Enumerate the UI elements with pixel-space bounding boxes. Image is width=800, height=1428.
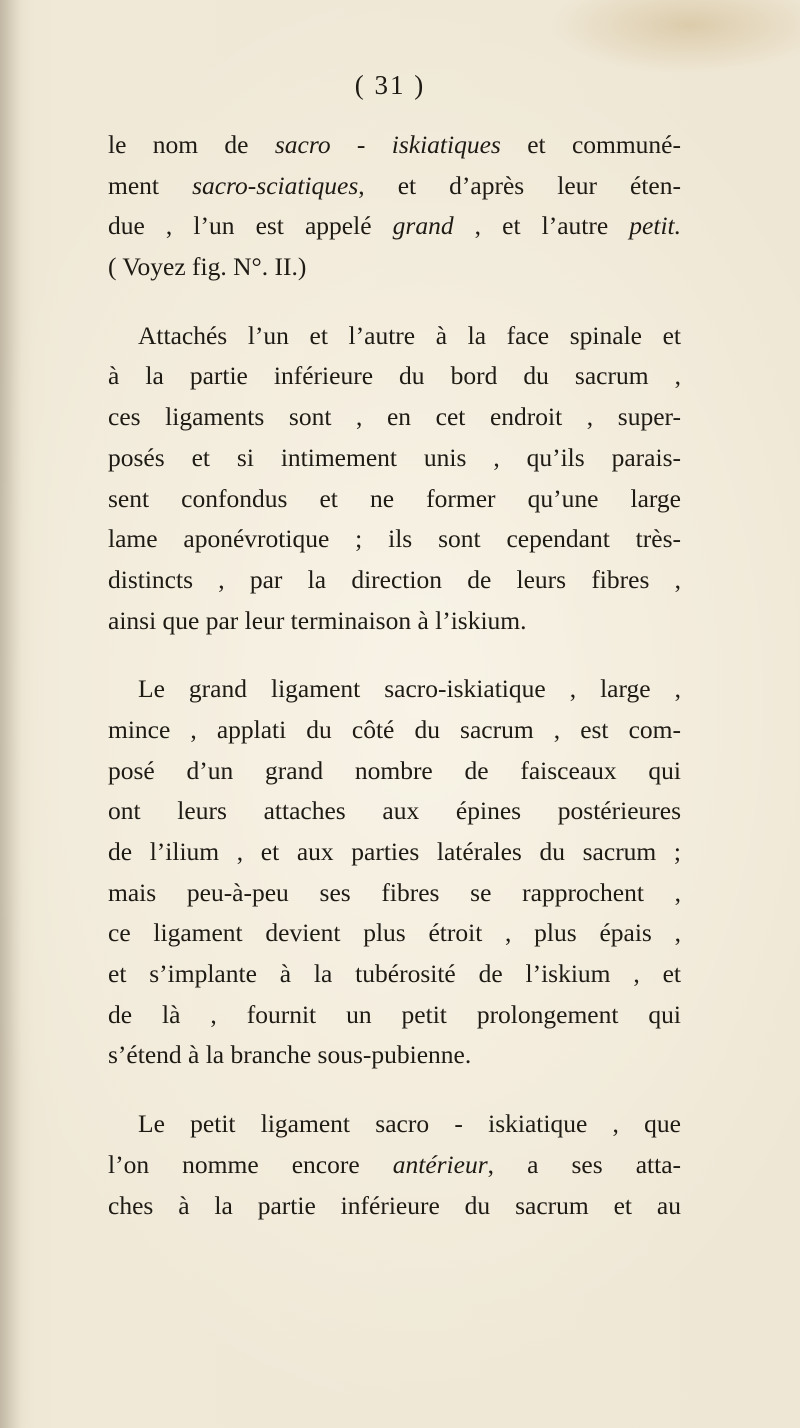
italic-term: sacro - iskiatiques <box>274 130 501 159</box>
text-run: mais peu-à-peu ses fibres se rapprochent , <box>108 877 681 907</box>
text-run: , a ses atta- <box>487 1149 682 1179</box>
text-run: et communé- <box>500 130 681 159</box>
text-line <box>108 206 681 247</box>
paragraph <box>108 125 681 288</box>
text-run: posés et si intimement unis , qu’ils parais- <box>108 442 681 472</box>
text-run: posé d’un grand nombre de faisceaux qui <box>108 755 681 785</box>
text-line <box>108 791 681 832</box>
text-run: sent confondus et ne former qu’une large <box>108 483 681 513</box>
text-line <box>108 873 681 914</box>
text-run: , et d’après leur éten- <box>358 170 681 200</box>
text-line <box>108 316 681 357</box>
text-run: ( Voyez fig. N°. II.) <box>108 252 307 282</box>
text-run: ment <box>108 170 193 200</box>
text-run: de l’ilium , et aux parties latérales du sacrum ; <box>108 837 681 866</box>
text-run: Le petit ligament sacro - iskiatique , que <box>138 1109 681 1139</box>
text-line <box>108 479 681 520</box>
italic-term: sacro-sciatiques <box>192 170 359 200</box>
paragraph <box>108 669 681 1076</box>
text-run: lame aponévrotique ; ils sont cependant très- <box>108 524 681 554</box>
text-line <box>108 751 681 792</box>
text-line <box>108 1035 681 1076</box>
text-line <box>108 1104 681 1145</box>
text-line <box>108 1145 681 1186</box>
text-run: Le grand ligament sacro-iskiatique , large , <box>138 674 681 704</box>
italic-term: antérieur <box>392 1149 488 1179</box>
text-line <box>108 995 681 1036</box>
text-line <box>108 913 681 954</box>
text-run: , et l’autre <box>453 211 630 241</box>
text-run: distincts , par la direction de leurs fibres , <box>108 564 681 594</box>
text-run: ont leurs attaches aux épines postérieures <box>108 796 681 826</box>
text-run: le nom de <box>108 130 275 159</box>
text-line <box>108 438 681 479</box>
paragraph <box>108 316 681 642</box>
text-run: mince , applati du côté du sacrum , est com- <box>108 714 681 744</box>
paragraph <box>108 1104 681 1226</box>
text-line <box>108 519 681 560</box>
text-line <box>108 560 681 601</box>
text-line <box>108 601 681 642</box>
text-run: ches à la partie inférieure du sacrum et au <box>108 1190 681 1220</box>
text-run: ainsi que par leur terminaison à l’iskium. <box>108 605 527 635</box>
text-run: s’étend à la branche sous-pubienne. <box>108 1040 472 1070</box>
text-run: ces ligaments sont , en cet endroit , super- <box>108 402 681 432</box>
body-text <box>108 125 681 1254</box>
text-line <box>108 669 681 710</box>
page-number: ( 31 ) <box>354 70 426 100</box>
text-line <box>108 166 681 207</box>
text-line <box>108 247 681 288</box>
text-line <box>108 397 681 438</box>
italic-term: petit. <box>629 211 681 241</box>
text-run: ce ligament devient plus étroit , plus épais , <box>108 918 681 948</box>
text-run: due , l’un est appelé <box>108 211 393 241</box>
text-run: de là , fournit un petit prolongement qui <box>108 999 681 1029</box>
text-run: à la partie inférieure du bord du sacrum , <box>108 361 681 391</box>
text-run: Attachés l’un et l’autre à la face spinale et <box>138 320 681 350</box>
page-gutter-shadow <box>0 0 22 1428</box>
text-run: l’on nomme encore <box>108 1149 393 1179</box>
text-line <box>108 710 681 751</box>
text-line <box>108 954 681 995</box>
text-line <box>108 125 681 166</box>
text-line <box>108 356 681 397</box>
text-line <box>108 1186 681 1227</box>
text-line <box>108 832 681 873</box>
text-run: et s’implante à la tubérosité de l’iskium , et <box>108 959 681 989</box>
italic-term: grand <box>392 211 454 241</box>
